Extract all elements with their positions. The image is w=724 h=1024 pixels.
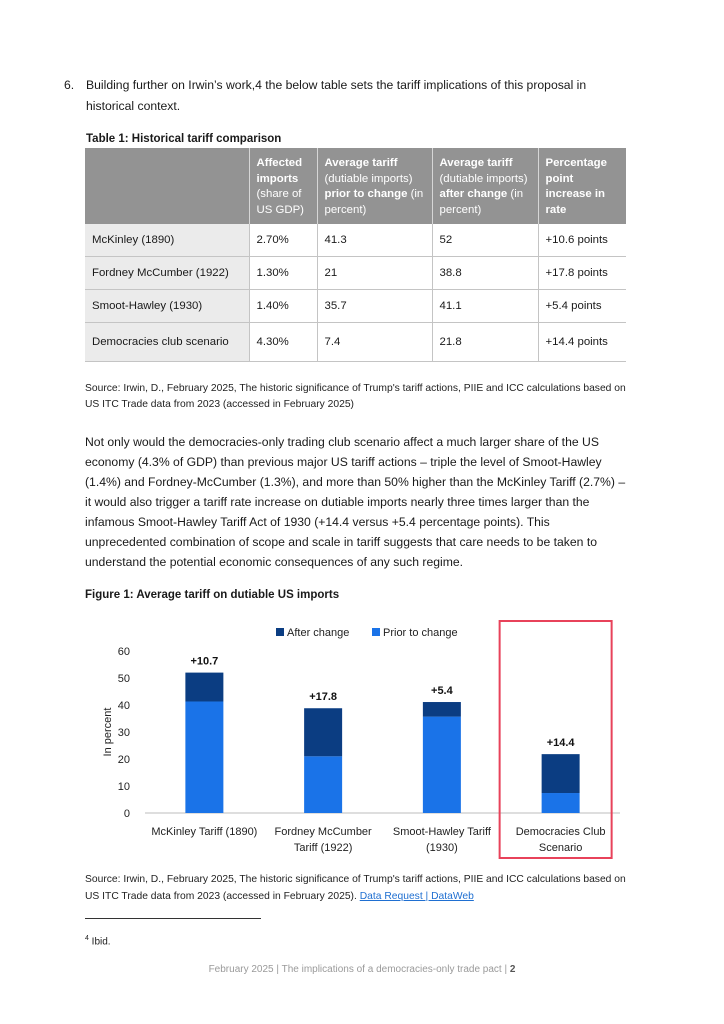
historical-tariff-table xyxy=(85,148,626,362)
header-affected-imports: Affected imports (share of US GDP) xyxy=(249,148,317,224)
row-label: Democracies club scenario xyxy=(85,323,249,362)
table-cell: 1.30% xyxy=(249,257,317,290)
page-footer xyxy=(0,964,724,975)
legend-swatch xyxy=(276,628,284,636)
y-tick-label: 30 xyxy=(117,727,130,739)
table-cell: 21.8 xyxy=(432,323,538,362)
header-tariff-after: Average tariff (dutiable imports) after change (in percent) xyxy=(432,148,538,224)
table-cell: 1.40% xyxy=(249,290,317,323)
table-cell: +10.6 points xyxy=(538,224,626,257)
row-label: Smoot-Hawley (1930) xyxy=(85,290,249,323)
y-axis-label: In percent xyxy=(102,707,114,757)
figure-source: Source: Irwin, D., February 2025, The historic significance of Trump's tariff actions, PIIE and ICC calculations based on US ITC Trade data from 2023 (accessed in February 2025). Data Request | DataWeb xyxy=(85,874,626,902)
x-tick-label: Tariff (1922) xyxy=(293,842,353,854)
bar-after-change xyxy=(542,754,580,793)
data-label: +5.4 xyxy=(431,685,453,698)
data-label: +14.4 xyxy=(546,737,575,750)
x-tick-label: Smoot-Hawley Tariff xyxy=(392,826,491,838)
footer-text: February 2025 | The implications of a democracies-only trade pact | xyxy=(208,964,510,975)
header-blank xyxy=(85,148,249,224)
table-cell: 38.8 xyxy=(432,257,538,290)
y-tick-label: 40 xyxy=(117,700,130,712)
footnote xyxy=(85,935,111,947)
table-cell: 4.30% xyxy=(249,323,317,362)
table-cell: +14.4 points xyxy=(538,323,626,362)
table-cell: 2.70% xyxy=(249,224,317,257)
footnote-text: Ibid. xyxy=(88,936,111,948)
table-source: Source: Irwin, D., February 2025, The historic significance of Trump's tariff actions, PIIE and ICC calculations based on US ITC Trade data from 2023 (accessed in February 2025) xyxy=(85,383,626,410)
page-number: 2 xyxy=(509,964,516,975)
header-tariff-prior: Average tariff (dutiable imports) prior to change (in percent) xyxy=(317,148,432,224)
y-tick-label: 10 xyxy=(117,781,130,793)
row-label: McKinley (1890) xyxy=(85,224,249,257)
table-row xyxy=(85,257,626,290)
data-label: +17.8 xyxy=(309,691,338,704)
bar-prior-to-change xyxy=(304,756,342,813)
legend-label: Prior to change xyxy=(383,627,458,639)
data-request-link[interactable]: Data Request | DataWeb xyxy=(359,891,474,902)
legend-label: After change xyxy=(287,627,350,639)
table-row xyxy=(85,290,626,323)
table-row xyxy=(85,224,626,257)
bar-after-change xyxy=(423,702,461,717)
table-header-row xyxy=(85,148,626,224)
table-cell: 21 xyxy=(317,257,432,290)
table-cell: 41.3 xyxy=(317,224,432,257)
bar-prior-to-change xyxy=(423,717,461,813)
y-tick-label: 50 xyxy=(117,673,130,685)
x-tick-label: Democracies Club xyxy=(515,826,606,838)
x-tick-label: McKinley Tariff (1890) xyxy=(151,826,258,838)
row-label: Fordney McCumber (1922) xyxy=(85,257,249,290)
table-cell: 41.1 xyxy=(432,290,538,323)
bar-after-change xyxy=(304,708,342,756)
footnote-marker: 4 xyxy=(85,935,89,942)
x-tick-label: Fordney McCumber xyxy=(274,826,372,838)
table-cell: 35.7 xyxy=(317,290,432,323)
table-title: Table 1: Historical tariff comparison xyxy=(86,133,282,145)
paragraph-text: Building further on Irwin’s work,4 the below table sets the tariff implications of this proposal in historical context. xyxy=(86,78,587,113)
table-cell: +5.4 points xyxy=(538,290,626,323)
y-tick-label: 20 xyxy=(117,754,130,766)
bar-prior-to-change xyxy=(542,793,580,813)
y-tick-label: 60 xyxy=(117,646,130,658)
x-tick-label: Scenario xyxy=(538,842,583,854)
data-label: +10.7 xyxy=(190,655,219,668)
y-tick-label: 0 xyxy=(123,808,130,820)
table-cell: 7.4 xyxy=(317,323,432,362)
header-point-increase: Percentage point increase in rate xyxy=(538,148,626,224)
bar-prior-to-change xyxy=(185,701,223,813)
bar-after-change xyxy=(185,673,223,702)
footnote-divider xyxy=(85,918,261,919)
legend-swatch xyxy=(372,628,380,636)
table-cell: +17.8 points xyxy=(538,257,626,290)
body-paragraph: Not only would the democracies-only trading club scenario affect a much larger share of the US economy (4.3% of GDP) than previous major US tariff actions – triple the level of Smoot-Hawley (1.4%) and Fordney-McCumber (1.3%), and more than 50% higher than the McKinley Tariff (2.7%) – it would also trigger a tariff rate increase on dutiable imports nearly three times larger than the infamous Smoot-Hawley Tariff Act of 1930 (+14.4 versus +5.4 percentage points). This unprecedented combination of scope and scale in tariff suggests that care needs to be taken to understand the potential economic consequences of any such regime. xyxy=(85,435,626,569)
tariff-bar-chart xyxy=(85,615,630,865)
paragraph-number: 6. xyxy=(64,78,75,92)
figure-title: Figure 1: Average tariff on dutiable US imports xyxy=(85,589,340,601)
table-row xyxy=(85,323,626,362)
table-cell: 52 xyxy=(432,224,538,257)
x-tick-label: (1930) xyxy=(425,842,458,854)
